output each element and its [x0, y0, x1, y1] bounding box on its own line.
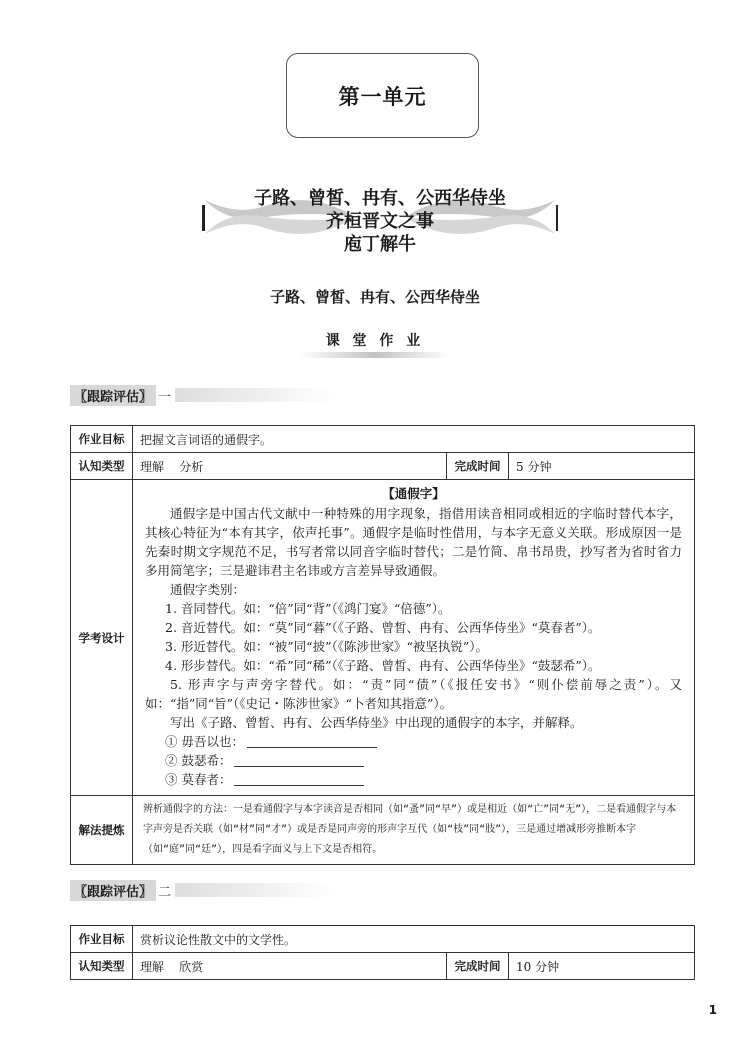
lesson-title-block — [180, 185, 580, 260]
time-label: 完成时间 — [447, 953, 509, 980]
answer-blank[interactable] — [234, 754, 364, 767]
heading-underline — [300, 352, 450, 358]
design-item: 1. 音同替代。如：“倍”同“背”（《鸿门宴》“倍德”）。 — [165, 601, 451, 616]
goal-value: 赏析议论性散文中的文学性。 — [133, 926, 695, 953]
time-value: 5 分钟 — [509, 453, 695, 480]
design-types-heading: 通假字类别： — [170, 582, 246, 597]
answer-blank[interactable] — [247, 735, 377, 748]
track-label: 〖跟踪评估〗 — [70, 385, 156, 406]
unit-title: 第一单元 — [286, 53, 479, 138]
lesson-title-1: 子路、曾皙、冉有、公西华侍坐 — [254, 188, 506, 209]
assignment-table-2 — [70, 925, 695, 980]
lesson-titles — [180, 187, 580, 256]
design-content — [133, 480, 695, 796]
assignment-table-1 — [70, 425, 695, 865]
lesson-title-2: 齐桓晋文之事 — [326, 211, 434, 232]
blank-line-3 — [145, 770, 682, 789]
design-item: 3. 形近替代。如：“被”同“披”（《陈涉世家》“被坚执锐”）。 — [165, 639, 488, 654]
blank-line-2 — [145, 751, 682, 770]
cognition-value: 理解 分析 — [133, 453, 447, 480]
cognition-value: 理解 欣赏 — [133, 953, 447, 980]
time-value: 10 分钟 — [509, 953, 695, 980]
track-label: 〖跟踪评估〗 — [70, 880, 156, 901]
goal-value: 把握文言词语的通假字。 — [133, 426, 695, 453]
cognition-label: 认知类型 — [71, 453, 133, 480]
blank-label: ① 毋吾以也： — [165, 734, 244, 749]
cognition-label: 认知类型 — [71, 953, 133, 980]
classwork-heading: 课 堂 作 业 — [325, 333, 425, 349]
tip-content: 辨析通假字的方法：一是看通假字与本字读音是否相同（如“蚤”同“早”）或是相近（如“亡”同“无”），二是看通假字与本字声旁是否关联（如“材”同“才”）或是否是同声旁的形声字互代（如“枝”同“肢”），三是通过增减形旁推断本字（如“庭”同“廷”），四是看字面义与上下文是否相符。 — [133, 796, 695, 865]
design-task: 写出《子路、曾皙、冉有、公西华侍坐》中出现的通假字的本字，并解释。 — [170, 715, 583, 730]
track-header-1 — [70, 385, 335, 405]
design-heading: 【通假字】 — [382, 486, 445, 501]
section-subtitle: 子路、曾皙、冉有、公西华侍坐 — [269, 288, 480, 306]
blank-line-1 — [145, 732, 682, 751]
tip-label: 解法提炼 — [71, 796, 133, 865]
goal-label: 作业目标 — [71, 426, 133, 453]
lesson-title-3: 庖丁解牛 — [344, 234, 416, 255]
design-label: 学考设计 — [71, 480, 133, 796]
design-paragraph: 通假字是中国古代文献中一种特殊的用字现象，指借用读音相同或相近的字临时替代本字，其核心特征为“本有其字，依声托事”。通假字是临时性借用，与本字无意义关联。形成原因一是先秦时期文字规范不足，书写者常以同音字临时替代；二是竹简、帛书昂贵，抄写者为省时省力多用简笔字；三是避讳君主名讳或方言差异导致通假。 — [145, 506, 682, 578]
time-label: 完成时间 — [447, 453, 509, 480]
track-number: 二 — [158, 884, 172, 900]
track-header-2 — [70, 880, 335, 900]
goal-label: 作业目标 — [71, 926, 133, 953]
blank-label: ③ 莫春者： — [165, 772, 232, 787]
blank-label: ② 鼓瑟希： — [165, 753, 232, 768]
page-number: 1 — [708, 1003, 717, 1017]
design-item: 2. 音近替代。如：“莫”同“暮”（《子路、曾皙、冉有、公西华侍坐》“莫春者”）。 — [165, 620, 601, 635]
design-item: 5. 形声字与声旁字替代。如：“责”同“债”（《报任安书》“则仆偿前辱之责”）。又如：“指”同“旨”（《史记・陈涉世家》“卜者知其指意”）。 — [145, 677, 682, 711]
answer-blank[interactable] — [234, 773, 364, 786]
design-item: 4. 形步替代。如：“希”同“稀”（《子路、曾皙、冉有、公西华侍坐》“鼓瑟希”）。 — [165, 658, 601, 673]
track-fade-bar — [175, 883, 335, 897]
track-fade-bar — [175, 388, 335, 402]
track-number: 一 — [158, 389, 172, 405]
